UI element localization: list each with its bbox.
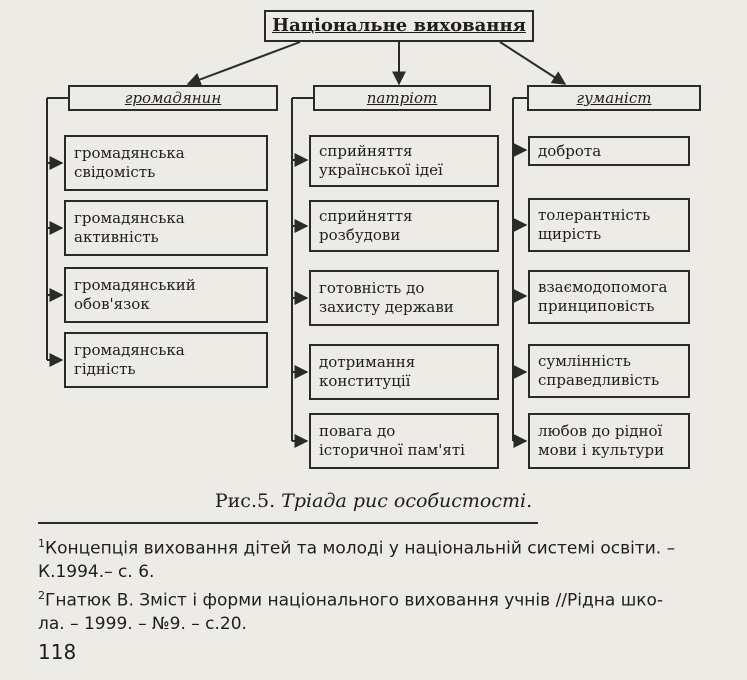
caption-prefix: Рис.5. <box>214 490 276 512</box>
figure-caption <box>0 490 747 512</box>
page-number: 118 <box>38 640 77 664</box>
trait-box: любов до рідної мови і культури <box>528 413 690 469</box>
trait-box: сприйняття української ідеї <box>309 135 499 187</box>
footnote-2 <box>38 584 728 636</box>
category-patriot: патріот <box>313 85 491 111</box>
trait-box: громадянська свідомість <box>64 135 268 191</box>
trait-box: повага до історичної пам'яті <box>309 413 499 469</box>
footnote-1 <box>38 532 728 584</box>
footnote-mark: 2 <box>38 589 45 602</box>
trait-box: громадянська активність <box>64 200 268 256</box>
trait-box: сумлінність справедливість <box>528 344 690 398</box>
trait-box: громадянський обов'язок <box>64 267 268 323</box>
footnote-mark: 1 <box>38 537 45 550</box>
footnote-divider <box>38 522 538 524</box>
trait-box: толерантність щирість <box>528 198 690 252</box>
category-citizen: громадянин <box>68 85 278 111</box>
caption-title: Тріада рис особистості. <box>281 490 533 512</box>
footnote-text: Гнатюк В. Зміст і форми національного виховання учнів //Рідна шко- ла. – 1999. – №9. – с.20. <box>38 590 664 634</box>
trait-box: взаємодопомога принциповість <box>528 270 690 324</box>
footnote-text: Концепція виховання дітей та молоді у національній системі освіти. – К.1994.– с. 6. <box>38 538 676 582</box>
trait-box: сприйняття розбудови <box>309 200 499 252</box>
trait-box: дотримання конституції <box>309 344 499 400</box>
category-humanist: гуманіст <box>527 85 701 111</box>
diagram-title: Національне виховання <box>264 10 534 42</box>
trait-box: готовність до захисту держави <box>309 270 499 326</box>
trait-box: громадянська гідність <box>64 332 268 388</box>
trait-box: доброта <box>528 136 690 166</box>
